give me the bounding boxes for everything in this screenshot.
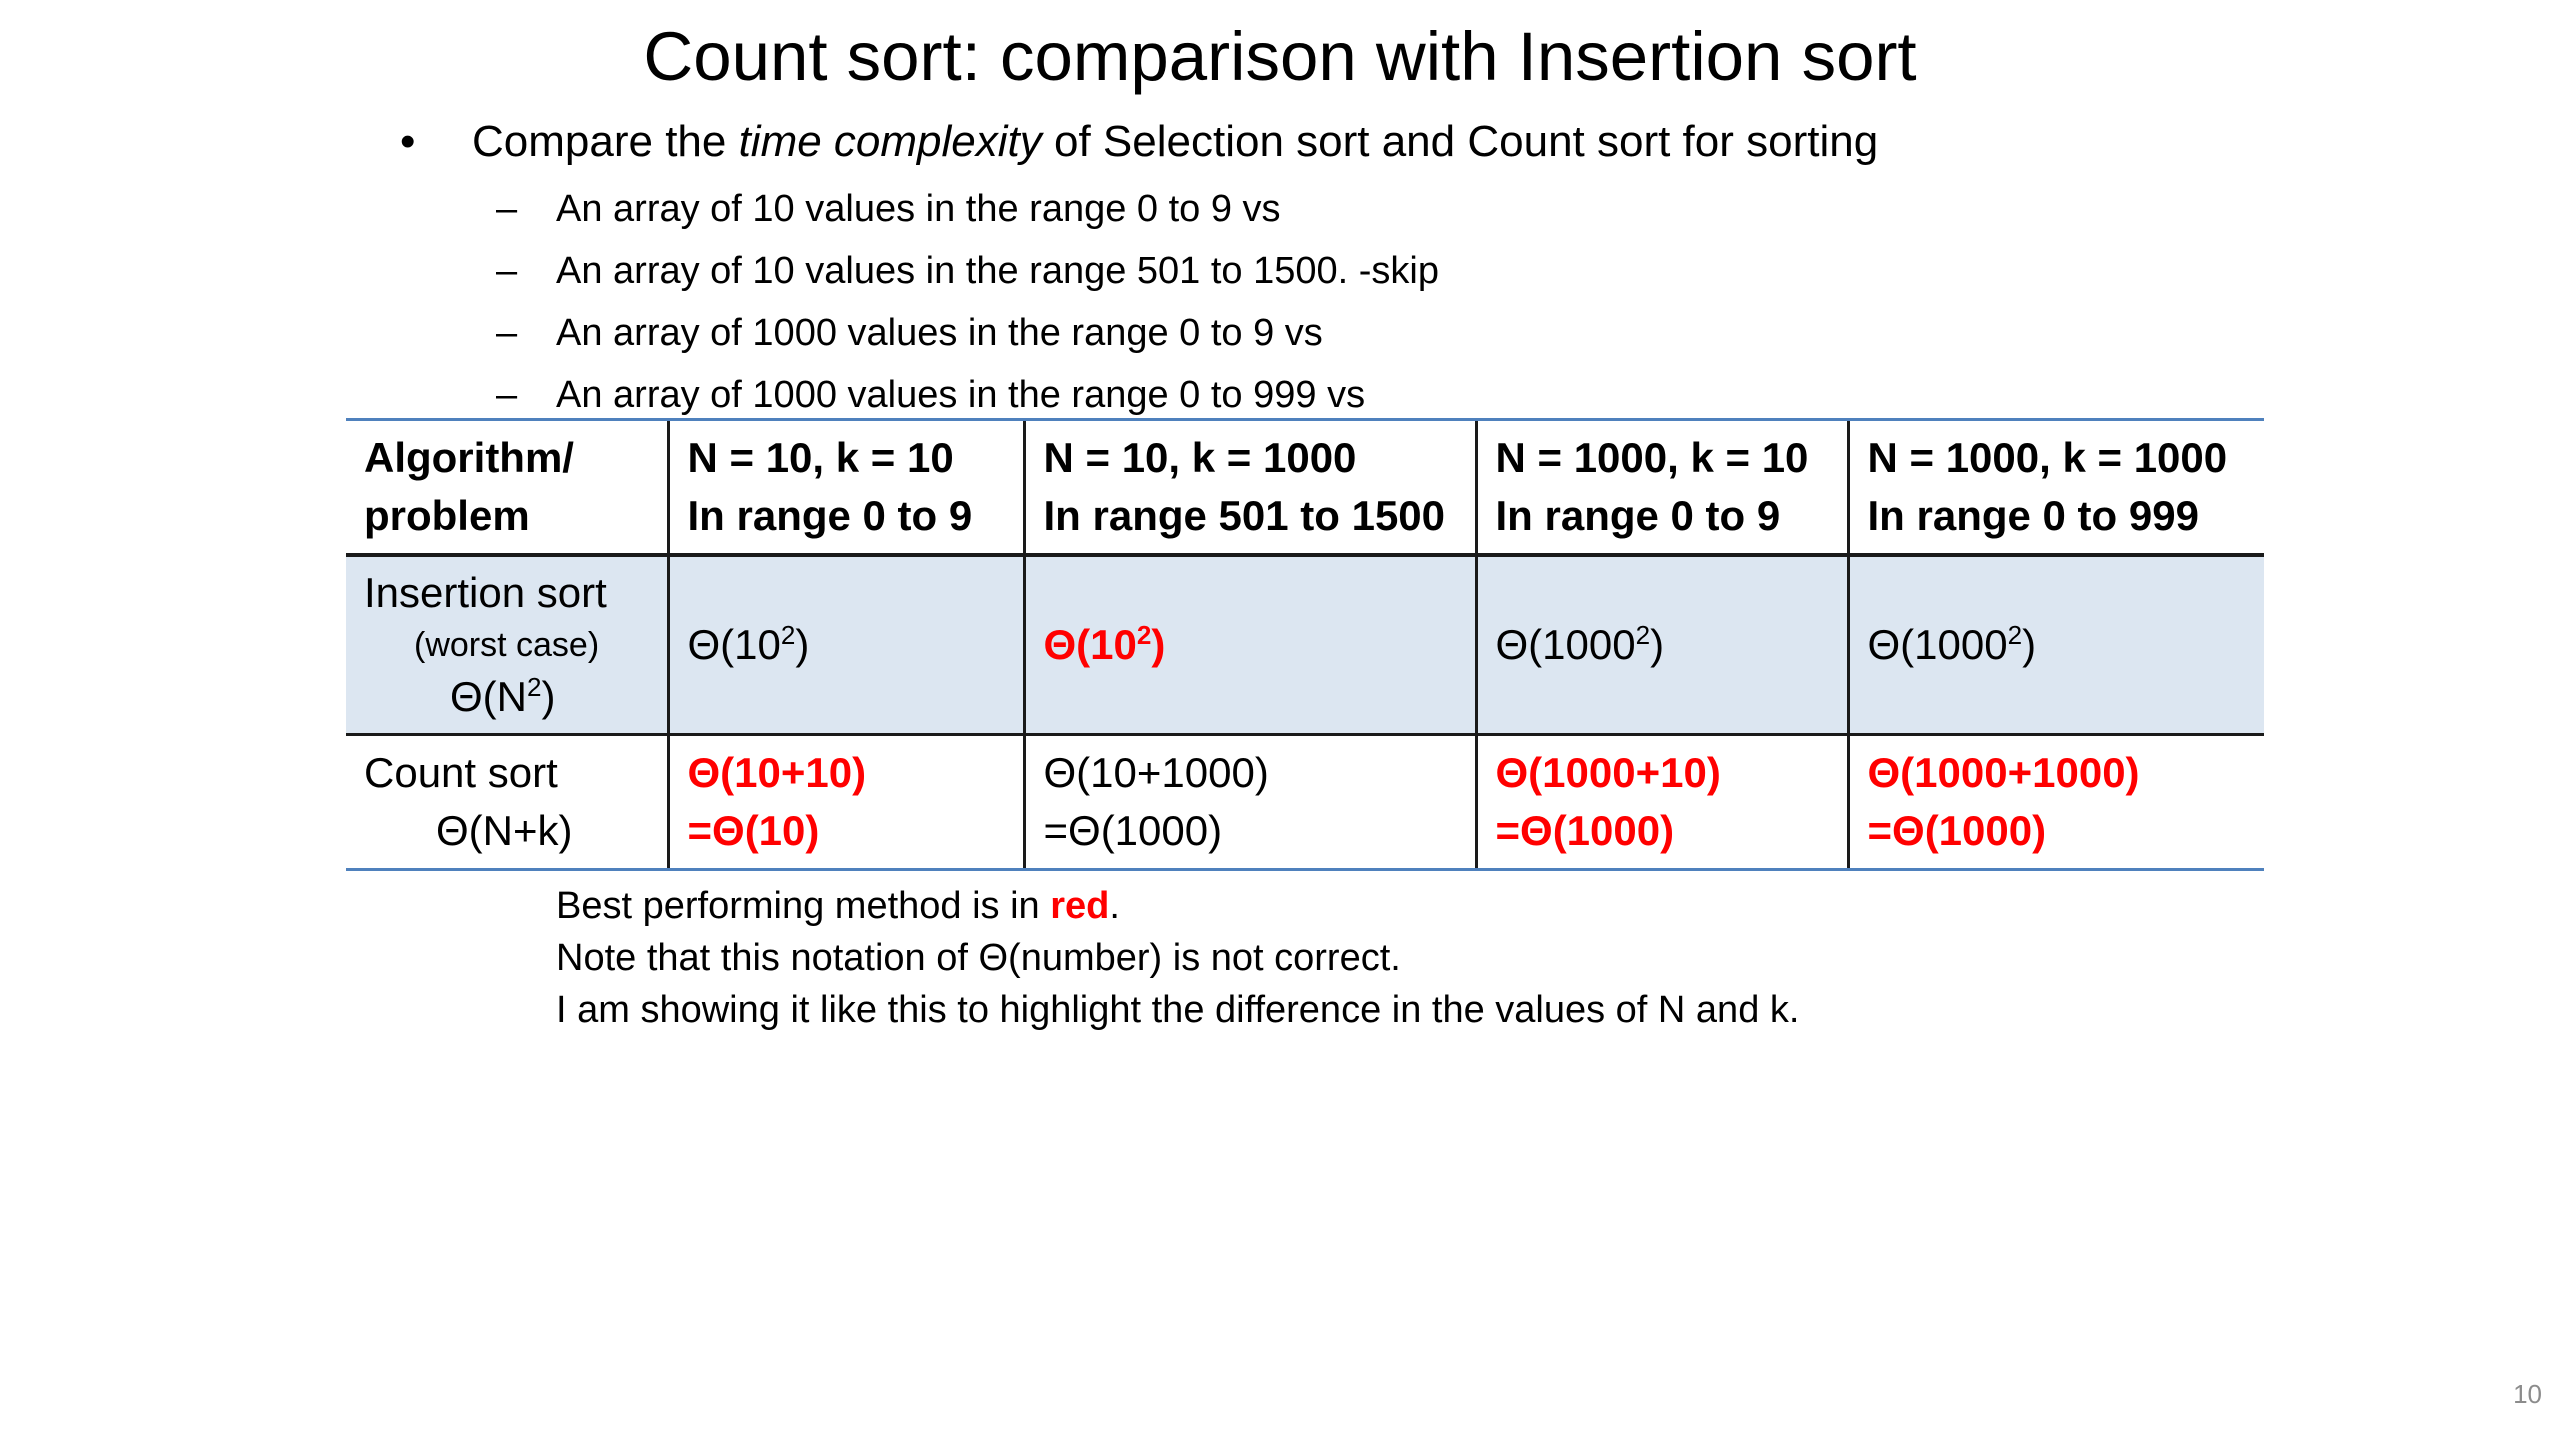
header-cell-4	[1848, 420, 2264, 556]
header-text: N = 10, k = 1000	[1043, 434, 1357, 481]
algorithm-complexity	[364, 668, 649, 726]
algorithm-name: Insertion sort	[364, 569, 607, 616]
cell-base: Θ(1000	[1867, 621, 2008, 668]
table-row-insertion-sort	[346, 555, 2264, 735]
cell-exponent: 2	[1635, 620, 1651, 650]
row-label-count-sort	[346, 735, 668, 870]
cell-end: )	[1151, 621, 1166, 668]
table-cell-best	[1848, 735, 2264, 870]
header-cell-1	[668, 420, 1024, 556]
table-cell-best	[1024, 555, 1476, 735]
page-number: 10	[2513, 1379, 2542, 1409]
cell-base: Θ(10	[687, 621, 781, 668]
table-cell-best	[1476, 735, 1848, 870]
sub-bullet-text: An array of 1000 values in the range 0 to 999 vs	[556, 374, 1366, 416]
sub-bullet-dash: –	[496, 188, 518, 230]
cell-line: =Θ(1000)	[1043, 807, 1223, 854]
header-text: Algorithm/	[364, 434, 574, 481]
note-line-3: I am showing it like this to highlight the difference in the values of N and k.	[556, 989, 1800, 1031]
cell-line: Θ(10+1000)	[1043, 749, 1269, 796]
header-text: N = 1000, k = 1000	[1867, 434, 2228, 481]
header-text: In range 0 to 9	[1495, 492, 1781, 539]
table-row-count-sort	[346, 735, 2264, 870]
header-text: N = 10, k = 10	[687, 434, 954, 481]
cell-exponent: 2	[2007, 620, 2023, 650]
slide-title: Count sort: comparison with Insertion sort	[643, 18, 1917, 95]
cell-base: Θ(1000	[1495, 621, 1636, 668]
bullet-emphasis: time complexity	[738, 117, 1042, 166]
cell-line: =Θ(10)	[687, 807, 820, 854]
complexity-exponent: 2	[527, 672, 542, 702]
header-text: In range 0 to 9	[687, 492, 973, 539]
cell-end: )	[795, 621, 810, 668]
table-cell	[668, 555, 1024, 735]
note-red-word: red	[1050, 885, 1110, 927]
cell-base: Θ(10	[1043, 621, 1137, 668]
bullet-prefix: Compare the	[472, 117, 739, 166]
row-label-insertion-sort	[346, 555, 668, 735]
cell-exponent: 2	[1136, 620, 1152, 650]
note-text: .	[1109, 885, 1120, 927]
main-bullet-text	[472, 112, 1878, 172]
sub-bullet-dash: –	[496, 250, 518, 292]
header-cell-algorithm	[346, 420, 668, 556]
sub-bullet-dash: –	[496, 374, 518, 416]
note-line-2: Note that this notation of Θ(number) is not correct.	[556, 937, 1401, 979]
algorithm-complexity: Θ(N+k)	[436, 807, 573, 854]
table-cell	[1476, 555, 1848, 735]
cell-line: Θ(1000+1000)	[1867, 749, 2140, 796]
note-text: Best performing method is in	[556, 885, 1051, 927]
cell-end: )	[1650, 621, 1665, 668]
cell-line: Θ(1000+10)	[1495, 749, 1721, 796]
cell-line: Θ(10+10)	[687, 749, 867, 796]
table-cell	[1024, 735, 1476, 870]
sub-bullet-text: An array of 10 values in the range 0 to 9 vs	[556, 188, 1281, 230]
bullet-dot: •	[400, 117, 416, 166]
header-text: N = 1000, k = 10	[1495, 434, 1809, 481]
header-text: In range 0 to 999	[1867, 492, 2199, 539]
table-header-row	[346, 420, 2264, 556]
cell-line: =Θ(1000)	[1495, 807, 1675, 854]
header-cell-3	[1476, 420, 1848, 556]
cell-end: )	[2022, 621, 2037, 668]
complexity-base: Θ(N	[450, 673, 527, 720]
complexity-end: )	[541, 673, 556, 720]
table-cell-best	[668, 735, 1024, 870]
bullet-suffix: of Selection sort and Count sort for sorting	[1041, 117, 1879, 166]
sub-bullet-text: An array of 10 values in the range 501 to 1500. -skip	[556, 250, 1439, 292]
table-cell	[1848, 555, 2264, 735]
cell-exponent: 2	[780, 620, 796, 650]
sub-bullet-dash: –	[496, 312, 518, 354]
notes	[556, 880, 1799, 1036]
cell-line: =Θ(1000)	[1867, 807, 2047, 854]
algorithm-name: Count sort	[364, 749, 558, 796]
header-text: problem	[364, 492, 530, 539]
header-text: In range 501 to 1500	[1043, 492, 1446, 539]
header-cell-2	[1024, 420, 1476, 556]
note-line-1	[556, 880, 1799, 932]
sub-bullet-text: An array of 1000 values in the range 0 to 9 vs	[556, 312, 1323, 354]
comparison-table	[346, 418, 2264, 871]
algorithm-case: (worst case)	[414, 626, 600, 664]
